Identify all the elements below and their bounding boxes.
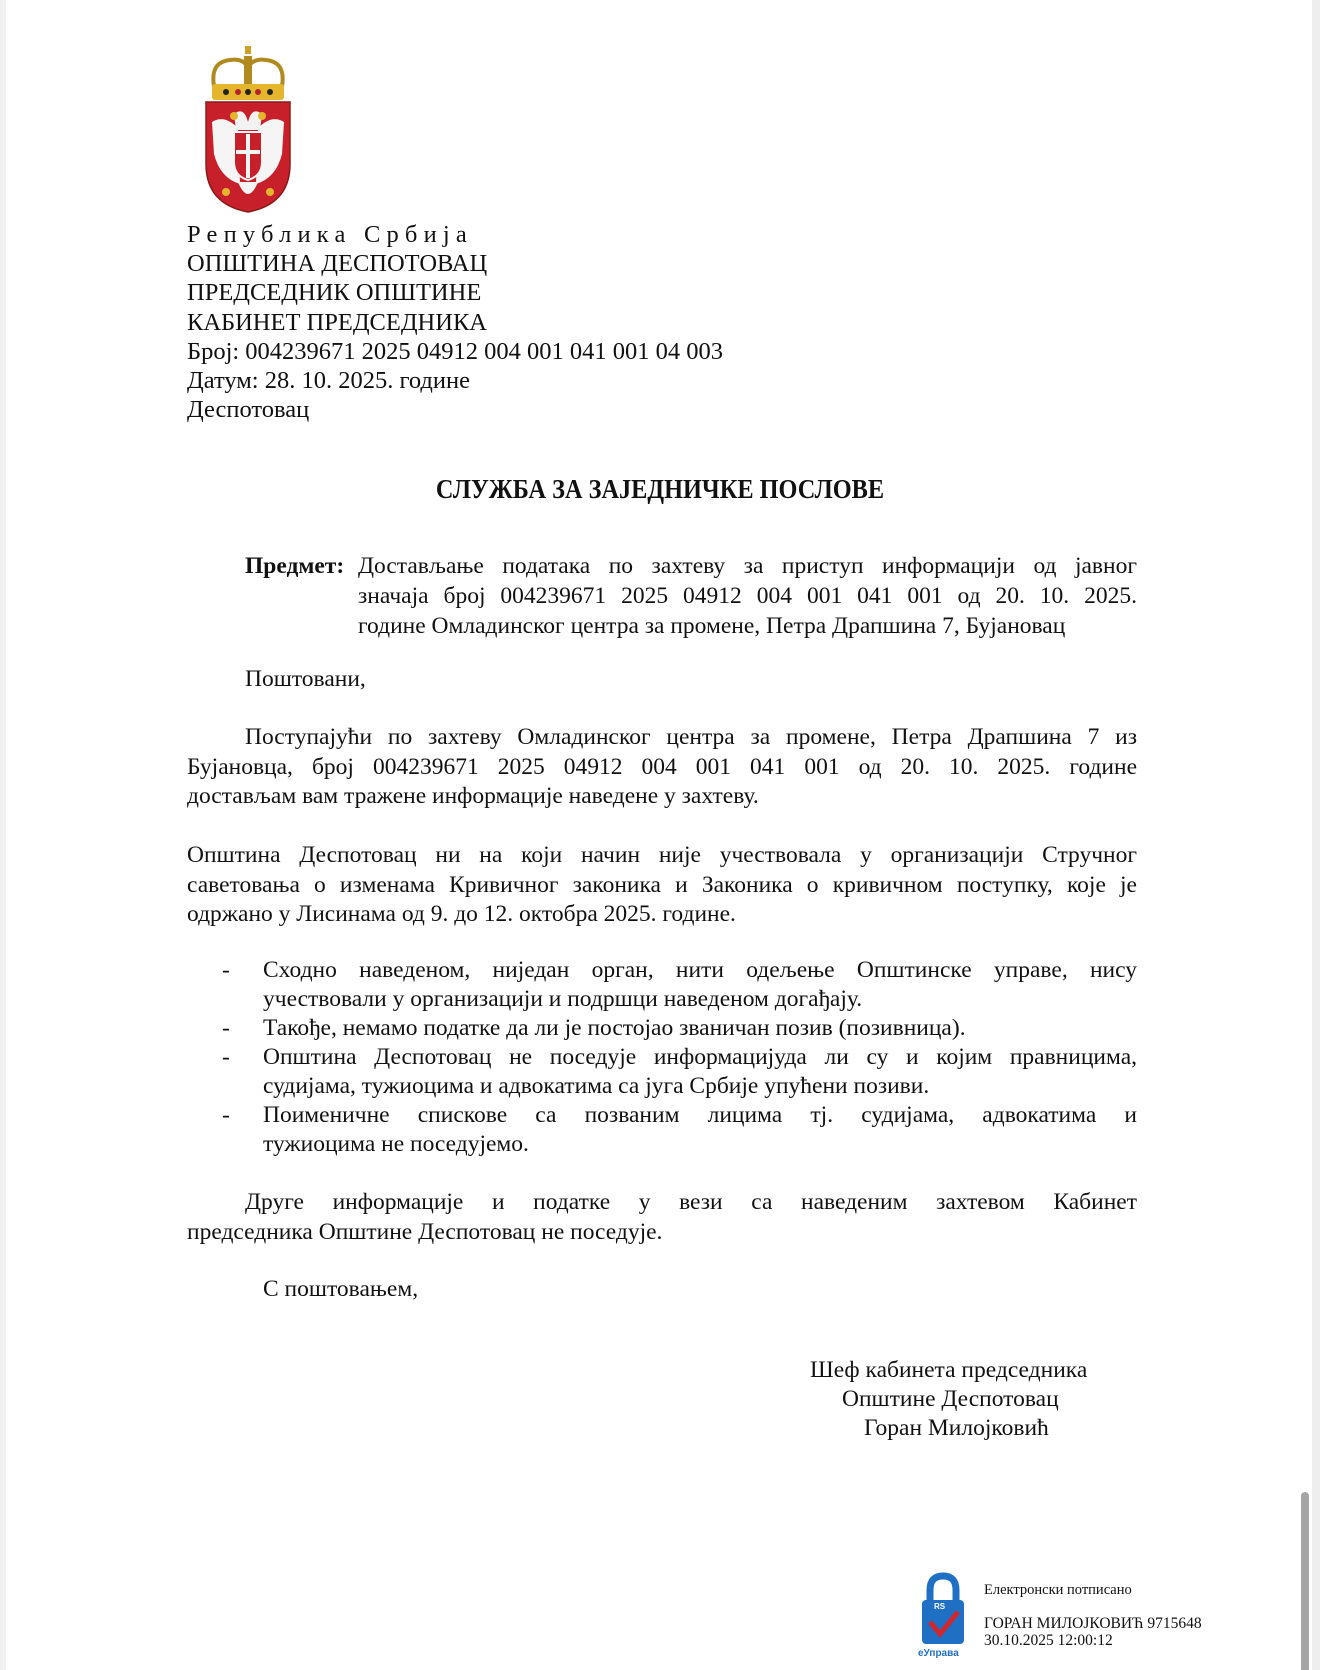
list-item-line: Сходно наведеном, ниједан орган, нити одељење Општинске управе, нису <box>263 957 1137 983</box>
rs-badge: RS <box>934 1602 946 1611</box>
list-item-line: Такође, немамо податке да ли је постојао званичан позив (позивница). <box>263 1015 966 1041</box>
esign-label: Електронски потписано <box>984 1582 1132 1598</box>
signature-title: Шеф кабинета председника <box>810 1357 1088 1383</box>
subject-block <box>245 551 1137 641</box>
subject-line: значаја број 004239671 2025 04912 004 001 041 001 од 20. 10. 2025. <box>358 583 1137 609</box>
header-cabinet: КАБИНЕТ ПРЕДСЕДНИКА <box>187 309 487 336</box>
header-municipality: ОПШТИНА ДЕСПОТОВАЦ <box>187 250 488 277</box>
list-item <box>222 1101 1137 1159</box>
list-dash: - <box>222 1015 230 1041</box>
list-item <box>222 1014 1137 1043</box>
list-dash: - <box>222 1102 230 1128</box>
paragraph-3 <box>187 1188 1137 1247</box>
paragraph-line: Бујановца, број 004239671 2025 04912 004 001 041 001 од 20. 10. 2025. године <box>187 753 1137 780</box>
header-date: Датум: 28. 10. 2025. године <box>187 367 470 394</box>
esign-signer: ГОРАН МИЛОЈКОВИЋ 9715648 <box>984 1615 1202 1632</box>
salutation: Поштовани, <box>245 666 366 692</box>
paragraph-line: одржано у Лисинама од 9. до 12. октобра 2025. године. <box>187 901 736 927</box>
paragraph-line: председника Општине Деспотовац не поседује. <box>187 1218 663 1245</box>
signature-municipality: Општине Деспотовац <box>842 1386 1059 1412</box>
list-item-line: судијама, тужиоцима и адвокатима са југа Србије упућени позиви. <box>263 1073 930 1099</box>
subject-line: Достављање података по захтеву за приступ информацији од јавног <box>358 553 1137 579</box>
paragraph-line: Друге информације и податке у вези са наведеним захтевом Кабинет <box>245 1189 1137 1215</box>
paragraph-1 <box>187 723 1137 812</box>
paragraph-2 <box>187 841 1137 930</box>
eupravа-logo-text: eУправа <box>918 1648 959 1659</box>
serbian-coat-of-arms-icon <box>204 44 292 214</box>
list-dash: - <box>222 957 230 983</box>
paragraph-line: достављам вам тражене информације наведене у захтеву. <box>187 783 759 809</box>
list-dash: - <box>222 1044 230 1070</box>
list-item-line: Општина Деспотовац не поседује информацијуда ли су и којим правницима, <box>263 1044 1137 1070</box>
list-item-line: Поименичне спискове са позваним лицима тј. судијама, адвокатима и <box>263 1102 1137 1128</box>
paragraph-line: Поступајући по захтеву Омладинског центра за промене, Петра Драпшина 7 из <box>245 724 1137 750</box>
electronic-signature-block <box>918 1572 1298 1662</box>
paragraph-line: Општина Деспотовац ни на који начин није учествовала у организацији Стручног <box>187 842 1137 868</box>
list-item-line: тужиоцима не поседујемо. <box>263 1131 529 1157</box>
list-item <box>222 956 1137 1014</box>
esign-timestamp: 30.10.2025 12:00:12 <box>984 1632 1113 1649</box>
page-left-edge <box>0 0 6 1670</box>
paragraph-line: саветовања о изменама Кривичног законика и Законика о кривичном поступку, које је <box>187 871 1137 898</box>
list-item-line: учествовали у организацији и подршци наведеном догађају. <box>263 986 863 1012</box>
header-office: ПРЕДСЕДНИК ОПШТИНЕ <box>187 279 482 306</box>
list-item <box>222 1043 1137 1101</box>
document-heading: СЛУЖБА ЗА ЗАЈЕДНИЧКЕ ПОСЛОВЕ <box>435 474 885 504</box>
closing: С поштовањем, <box>263 1276 419 1302</box>
subject-label: Предмет: <box>245 553 345 579</box>
header-country: Република Србија <box>187 221 473 248</box>
bullet-list <box>222 956 1137 1159</box>
vertical-scrollbar[interactable] <box>1301 1492 1309 1670</box>
header-number: Број: 004239671 2025 04912 004 001 041 001 04 003 <box>187 338 724 365</box>
subject-line: године Омладинског центра за промене, Петра Драпшина 7, Бујановац <box>358 613 1066 639</box>
signature-name: Горан Милојковић <box>864 1415 1049 1441</box>
header-place: Деспотовац <box>187 396 310 423</box>
page-right-edge <box>1312 0 1320 1670</box>
